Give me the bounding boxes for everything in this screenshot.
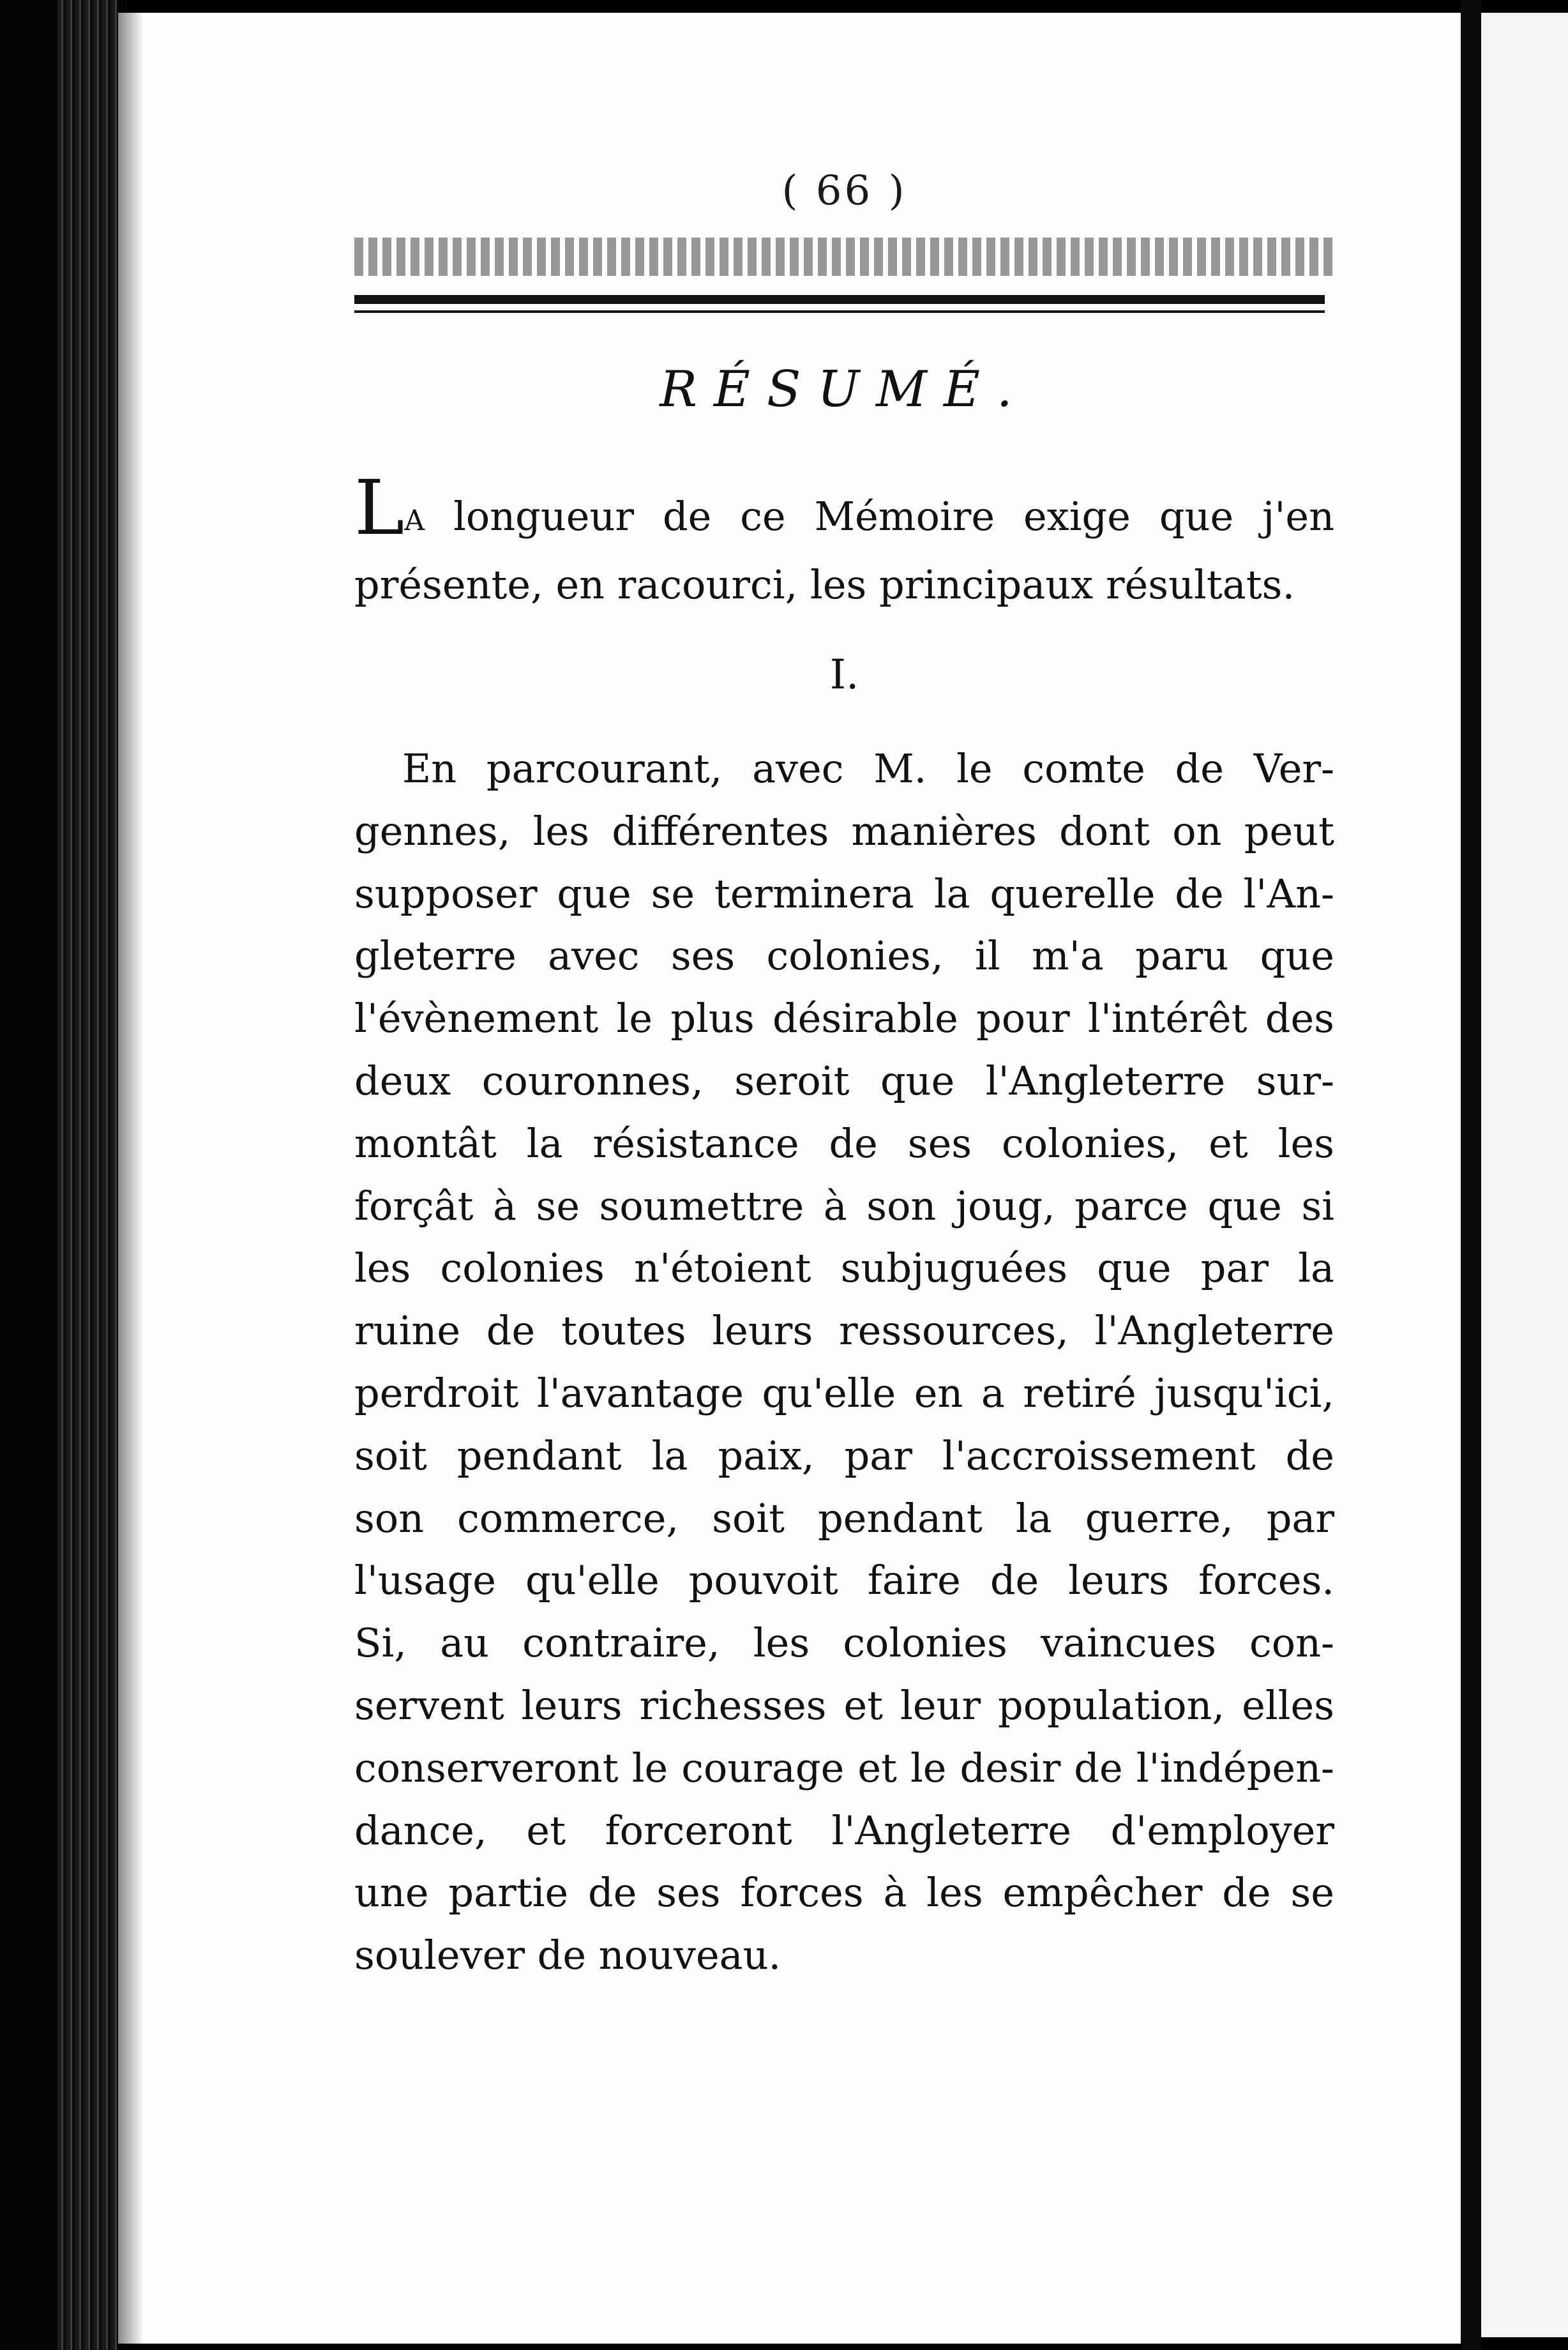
text-line: montât la résistance de ses colonies, et les xyxy=(354,1119,1334,1167)
text-line: gennes, les différentes manières dont on peut xyxy=(354,807,1334,854)
text-line: forçât à se soumettre à son joug, parce que si xyxy=(354,1182,1334,1229)
text-line: l'usage qu'elle pouvoit faire de leurs forces. xyxy=(354,1557,1334,1604)
text-line: deux couronnes, seroit que l'Angleterre sur- xyxy=(354,1057,1334,1104)
text-line: une partie de ses forces à les empêcher de se xyxy=(354,1869,1334,1916)
drop-cap: L xyxy=(354,464,405,552)
page-number: ( 66 ) xyxy=(781,167,907,215)
text-line: conserveront le courage et le desir de l'indépen- xyxy=(354,1744,1334,1791)
section-number: I. xyxy=(829,651,859,699)
text-line: Si, au contraire, les colonies vaincues con- xyxy=(354,1619,1334,1667)
text-line: son commerce, soit pendant la guerre, par xyxy=(354,1494,1334,1542)
text-line: l'évènement le plus désirable pour l'intérêt des xyxy=(354,995,1334,1042)
header-rule-thin xyxy=(354,310,1325,313)
intro-text: longueur de ce Mémoire exige que j'en présente, en racourci, les principaux résultats. xyxy=(354,493,1334,608)
text-line: soulever de nouveau. xyxy=(354,1932,781,1979)
text-line: perdroit l'avantage qu'elle en a retiré jusqu'ici, xyxy=(354,1369,1334,1416)
text-line: servent leurs richesses et leur population, elles xyxy=(354,1681,1334,1729)
text-line: supposer que se terminera la querelle de l'An- xyxy=(354,870,1334,917)
text-line: En parcourant, avec M. le comte de Ver- xyxy=(402,745,1334,792)
small-caps-letter: A xyxy=(404,504,425,537)
text-line: dance, et forceront l'Angleterre d'employer xyxy=(354,1807,1334,1854)
intro-paragraph xyxy=(354,464,1334,617)
page-divider xyxy=(1461,0,1481,2350)
adjacent-page-sliver xyxy=(1481,13,1568,2337)
text-line: soit pendant la paix, par l'accroissement de xyxy=(354,1432,1334,1479)
page-heading: RÉSUMÉ. xyxy=(660,361,1029,418)
text-line: gleterre avec ses colonies, il m'a paru que xyxy=(354,932,1334,980)
page-stack-edge xyxy=(57,0,118,2350)
bleed-through-line xyxy=(354,238,1334,276)
text-line: ruine de toutes leurs ressources, l'Angleterre xyxy=(354,1307,1334,1354)
text-line: les colonies n'étoient subjuguées que par la xyxy=(354,1245,1334,1292)
body-paragraph xyxy=(354,738,1334,1987)
gutter-shadow xyxy=(118,13,144,2344)
header-rule-thick xyxy=(354,295,1325,304)
